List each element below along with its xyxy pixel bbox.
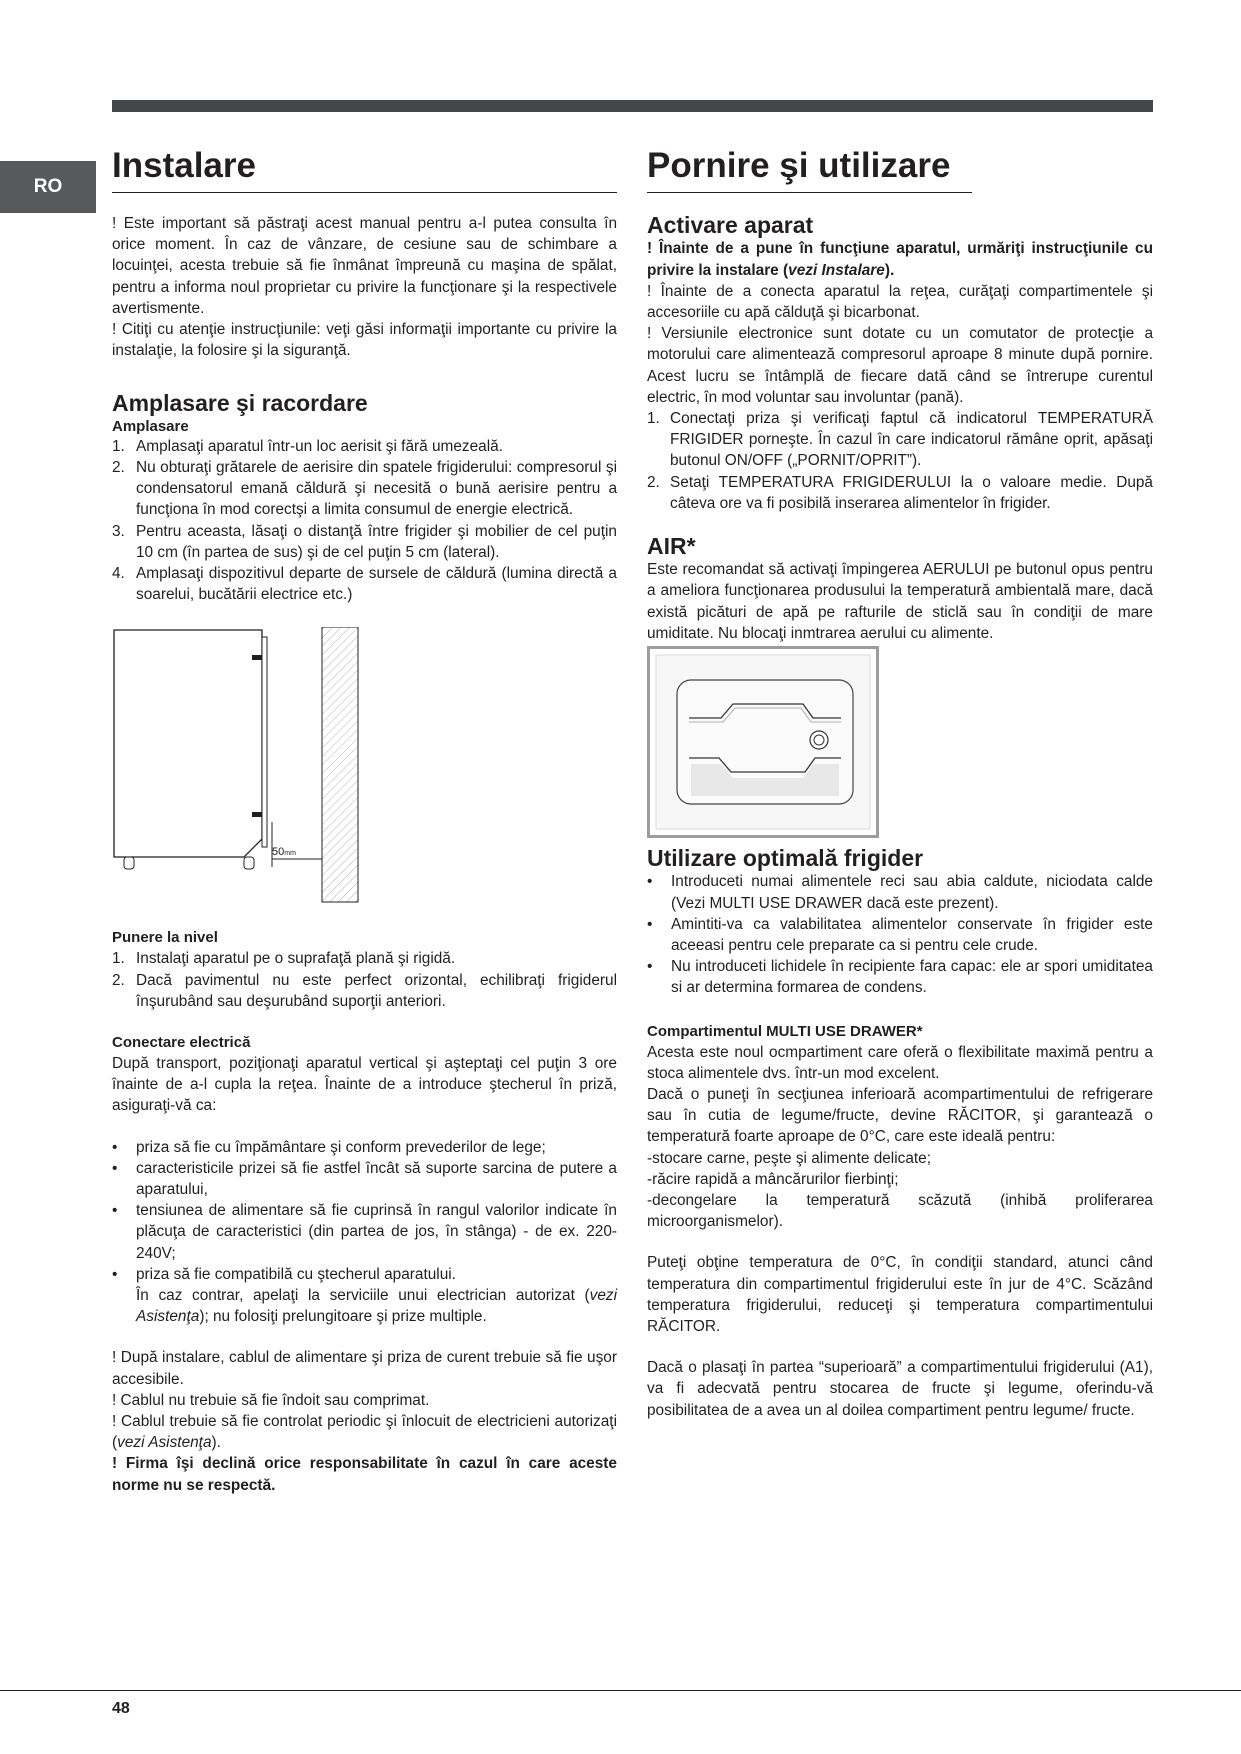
item-text: Amplasaţi aparatul într-un loc aerisit şi fără umezeală. <box>136 437 503 455</box>
intro-paragraph-2: ! Citiţi cu atenţie instrucţiunile: veţi găsi informaţii importante cu privire la instalaţie, la folosire şi la siguranţă. <box>112 321 617 360</box>
item-number: 1. <box>647 409 660 427</box>
warning-text: ! Cablul trebuie să fie controlat periodic şi înlocuit de electricieni autorizaţi ( <box>112 1413 617 1452</box>
drawer-use-3: -decongelare la temperatură scăzută (inhibă proliferarea microorganismelor). <box>647 1191 1153 1231</box>
bullet-icon: • <box>647 958 653 976</box>
section-title-installation: Instalare <box>112 148 617 193</box>
item-text: În caz contrar, apelaţi la serviciile unui electrician autorizat ( <box>136 1286 590 1304</box>
item-text: caracteristicile prizei să fie astfel încât să suporte sarcina de putere a aparatului, <box>136 1159 617 1198</box>
header-bar <box>112 100 1153 112</box>
column-installation <box>112 148 617 1496</box>
heading-electrical: Conectare electrică <box>112 1033 251 1051</box>
assistance-reference: vezi Asistenţa <box>136 1286 617 1326</box>
heading-air: AIR* <box>647 532 696 559</box>
activation-paragraph-2: ! Versiunile electronice sunt dotate cu un comutator de protecţie a motorului care alimentează compresorul aproape 8 minute după pornire. Acest lucru se întâmplă de fiecare dată când se întrerupe curentul electric, în mod voluntar sau involuntar (pană). <box>647 325 1153 406</box>
electrical-checklist <box>112 1137 617 1328</box>
subheading-placement: Amplasare <box>112 417 189 435</box>
footer-rule <box>0 1690 1241 1691</box>
installation-reference: vezi Instalare <box>788 261 885 279</box>
activation-warning <box>647 238 1153 280</box>
warning-text: ). <box>211 1434 221 1452</box>
list-item <box>112 1137 617 1158</box>
bullet-icon: • <box>112 1202 118 1220</box>
fridge-clearance-figure <box>112 627 362 907</box>
heading-leveling: Punere la nivel <box>112 929 218 947</box>
list-item <box>647 408 1153 472</box>
list-item <box>112 457 617 521</box>
item-number: 4. <box>112 564 125 582</box>
drawer-paragraph-4: Dacă o plasaţi în partea “superioară” a compartimentului frigiderului (A1), va fi adecvată pentru stocarea de fructe şi legume, oferindu-vă posibilitatea de a avea un al doilea compartiment pentru legume/ fructe. <box>647 1359 1153 1419</box>
item-text: Conectaţi priza şi verificaţi faptul că indicatorul TEMPERATURĂ FRIGIDER porneşte. În cazul în care indicatorul rămâne oprit, apăsaţi butonul ON/OFF („PORNIT/OPRIT”). <box>670 409 1153 470</box>
bullet-icon: • <box>647 873 653 891</box>
drawer-use-1: -stocare carne, peşte şi alimente delicate; <box>647 1149 932 1167</box>
bullet-icon: • <box>647 915 653 933</box>
item-text: Amplasaţi dispozitivul departe de sursele de căldură (lumina directă a soarelui, bucătării electrice etc.) <box>136 564 617 604</box>
language-tab <box>0 161 96 213</box>
warning-2: ! Cablul nu trebuie să fie îndoit sau comprimat. <box>112 1391 430 1409</box>
item-number: 2. <box>647 473 660 491</box>
item-text: Nu obturaţi grătarele de aerisire din spatele frigiderului: compresorul şi condensatorul emană căldură şi necesită o bună aerisire pentru a funcţiona în mod corectşi a limita consumul de energie electrică. <box>136 458 617 519</box>
drawer-paragraph-3: Puteţi obţine temperatura de 0°C, în condiţii standard, atunci când temperatura din compartimentul frigiderului este în jur de 4°C. Scăzând temperatura frigiderului, reduceţi şi temperatura compartimentului RĂCITOR. <box>647 1254 1153 1335</box>
list-item <box>112 563 617 605</box>
air-control-figure <box>647 646 879 838</box>
list-item <box>112 1158 617 1200</box>
activation-paragraph-1: ! Înainte de a conecta aparatul la reţea, curăţaţi compartimentele şi accesoriile cu apă călduţă şi bicarbonat. <box>647 282 1153 321</box>
item-text: Amintiti-va ca valabilitatea alimentelor conservate în frigider este aceeasi pentru cele preparate ca si pentru cele crude. <box>671 915 1153 954</box>
item-number: 3. <box>112 522 125 540</box>
list-item <box>112 436 617 457</box>
list-item <box>112 948 617 969</box>
item-text: Setaţi TEMPERATURA FRIGIDERULUI la o valoare medie. După câteva ore va fi posibilă inserarea alimentelor în frigider. <box>670 473 1153 512</box>
fridge-foot-back <box>244 857 254 869</box>
list-item <box>647 472 1153 514</box>
item-text: priza să fie compatibilă cu ştecherul aparatului. <box>136 1265 456 1283</box>
placement-list <box>112 436 617 606</box>
wall-shape <box>322 627 358 902</box>
drawer-use-2: -răcire rapidă a mâncărurilor fierbinţi; <box>647 1170 899 1188</box>
warning-disclaimer: ! Firma îşi declină orice responsabilitate în cazul în care aceste norme nu se respectă. <box>112 1455 617 1494</box>
hinge-bottom-shape <box>252 812 262 817</box>
fridge-door-shape <box>262 637 267 847</box>
item-number: 1. <box>112 950 125 968</box>
item-text: Nu introduceti lichidele în recipiente fara capac: ele ar spori umiditatea si ar determina formarea de condens. <box>671 958 1153 997</box>
fridge-body-shape <box>114 630 262 857</box>
item-text: Pentru aceasta, lăsaţi o distanţă între frigider şi mobilier de cel puţin 10 cm (în partea de sus) şi de cel puţin 5 cm (lateral). <box>136 522 617 561</box>
hinge-top-shape <box>252 655 262 660</box>
list-item <box>112 970 617 1012</box>
section-title-start-use: Pornire şi utilizare <box>647 148 972 193</box>
bullet-icon: • <box>112 1138 118 1156</box>
drawer-paragraph-1: Acesta este noul ocmpartiment care oferă o flexibilitate maximă pentru a stoca alimentele dvs. într-un mod excelent. <box>647 1043 1153 1082</box>
electrical-intro: După transport, poziţionaţi aparatul vertical şi aşteptaţi cel puţin 3 ore înainte de a-l cupla la reţea. Înainte de a introduce ştecherul în priză, asiguraţi-vă ca: <box>112 1054 617 1115</box>
item-text: tensiunea de alimentare să fie cuprinsă în rangul valorilor indicate în plăcuţa de caracteristici (din partea de jos, în stânga) - de ex. 220-240V; <box>136 1202 617 1262</box>
warning-text: ). <box>884 261 895 279</box>
bullet-icon: • <box>112 1159 118 1177</box>
item-text: Instalaţi aparatul pe o suprafaţă plană şi rigidă. <box>136 950 456 968</box>
assistance-reference: vezi Asistenţa <box>117 1434 212 1452</box>
intro-paragraph-1: ! Este important să păstraţi acest manual pentru a-l putea consulta în orice moment. În caz de vânzare, de cesiune sau de schimbare a locuinţei, acesta trebuie să fie înmânat împreună cu maşina de spălat, pentru a informa noul proprietar cu privire la funcţionare şi la respectivele avertismente. <box>112 215 617 317</box>
column-start-use <box>647 148 1153 1421</box>
item-text: priza să fie cu împământare şi conform prevederilor de lege; <box>136 1138 546 1156</box>
activation-list <box>647 408 1153 514</box>
air-paragraph: Este recomandat să activaţi împingerea AERULUI pe butonul opus pentru a ameliora funcţionarea produsului la temperatură ambientală mare, dacă există picături de apă pe rafturile de sticlă sau în condiţii de mare umiditate. Nu blocaţi inmtrarea aerului cu alimente. <box>647 561 1153 642</box>
heading-multi-use-drawer: Compartimentul MULTI USE DRAWER* <box>647 1022 923 1040</box>
heading-placement: Amplasare şi racordare <box>112 390 368 417</box>
item-number: 2. <box>112 971 125 989</box>
leveling-list <box>112 948 617 1012</box>
item-text: Introduceti numai alimentele reci sau abia caldute, niciodata calde (Vezi MULTI USE DRAWER dacă este prezent). <box>671 873 1153 912</box>
warning-text: ! Înainte de a pune în funcţiune aparatul, urmăriţi instrucţiunile cu privire la instalare ( <box>647 240 1153 279</box>
list-item <box>647 914 1153 956</box>
item-number: 2. <box>112 458 125 476</box>
drawer-paragraph-2: Dacă o puneţi în secţiunea inferioară acompartimentului de refrigerare sau în cutia de legume/fructe, devine RĂCITOR, şi garantează o temperatură foarte aproape de 0°C, care este ideală pentru: <box>647 1085 1153 1146</box>
page-number: 48 <box>112 1700 130 1717</box>
list-item <box>112 1200 617 1264</box>
language-code: RO <box>33 176 63 197</box>
warning-1: ! După instalare, cablul de alimentare şi priza de curent trebuie să fie uşor accesibile. <box>112 1349 617 1388</box>
list-item <box>112 1264 617 1328</box>
optimal-use-list <box>647 871 1153 998</box>
bullet-icon: • <box>112 1265 118 1283</box>
fridge-foot-front <box>124 857 134 869</box>
list-item <box>647 871 1153 913</box>
heading-activation: Activare aparat <box>647 212 814 238</box>
list-item <box>112 521 617 563</box>
item-text: Dacă pavimentul nu este perfect orizontal, echilibraţi frigiderul înşurubând sau deşurubând suporţii anteriori. <box>136 971 617 1010</box>
item-number: 1. <box>112 437 125 455</box>
list-item <box>647 956 1153 998</box>
clearance-label: 50mm <box>272 846 296 859</box>
heading-optimal-use: Utilizare optimală frigider <box>647 845 924 872</box>
warning-3 <box>112 1411 617 1453</box>
item-text: ); nu folosiţi prelungitoare şi prize multiple. <box>199 1308 487 1326</box>
